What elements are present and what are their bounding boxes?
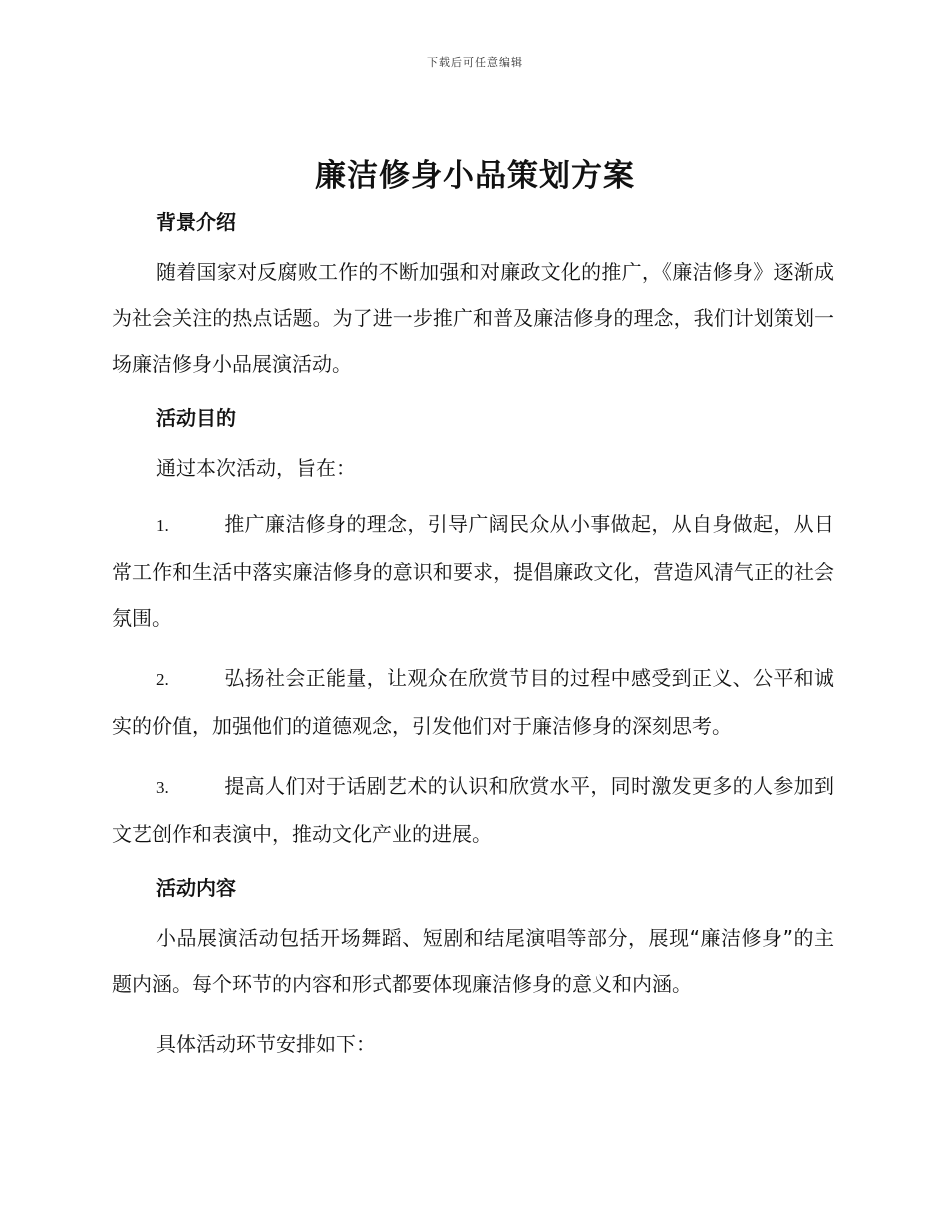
background-paragraph: 随着国家对反腐败工作的不断加强和对廉政文化的推广，《廉洁修身》逐渐成为社会关注的热点话题。为了进一步推广和普及廉洁修身的理念，我们计划策划一场廉洁修身小品展演活动。 [112, 260, 834, 376]
arrangement-paragraph: 具体活动环节安排如下： [156, 1032, 376, 1056]
section-heading-background: 背景介绍 [156, 210, 236, 234]
list-item-text: 推广廉洁修身的理念，引导广阔民众从小事做起，从自身做起，从日常工作和生活中落实廉洁修身的意识和要求，提倡廉政文化，营造风清气正的社会氛围。 [112, 512, 834, 630]
list-number: 3. [156, 778, 169, 797]
document-body [112, 205, 834, 1081]
purpose-item [112, 501, 834, 641]
header-note: 下载后可任意编辑 [427, 56, 523, 69]
content-paragraph: 小品展演活动包括开场舞蹈、短剧和结尾演唱等部分，展现“廉洁修身”的主题内涵。每个环节的内容和形式都要体现廉洁修身的意义和内涵。 [112, 926, 834, 996]
purpose-item [112, 763, 834, 857]
list-number: 2. [156, 670, 169, 689]
list-number: 1. [156, 516, 169, 535]
purpose-item [112, 655, 834, 749]
list-item-text: 弘扬社会正能量，让观众在欣赏节目的过程中感受到正义、公平和诚实的价值，加强他们的道德观念，引发他们对于廉洁修身的深刻思考。 [112, 666, 834, 738]
section-heading-content: 活动内容 [156, 876, 236, 900]
list-item-text: 提高人们对于话剧艺术的认识和欣赏水平，同时激发更多的人参加到文艺创作和表演中，推动文化产业的进展。 [112, 774, 834, 846]
purpose-intro: 通过本次活动，旨在： [156, 456, 356, 480]
section-heading-purpose: 活动目的 [156, 406, 236, 430]
document-title: 廉洁修身小品策划方案 [315, 158, 635, 194]
